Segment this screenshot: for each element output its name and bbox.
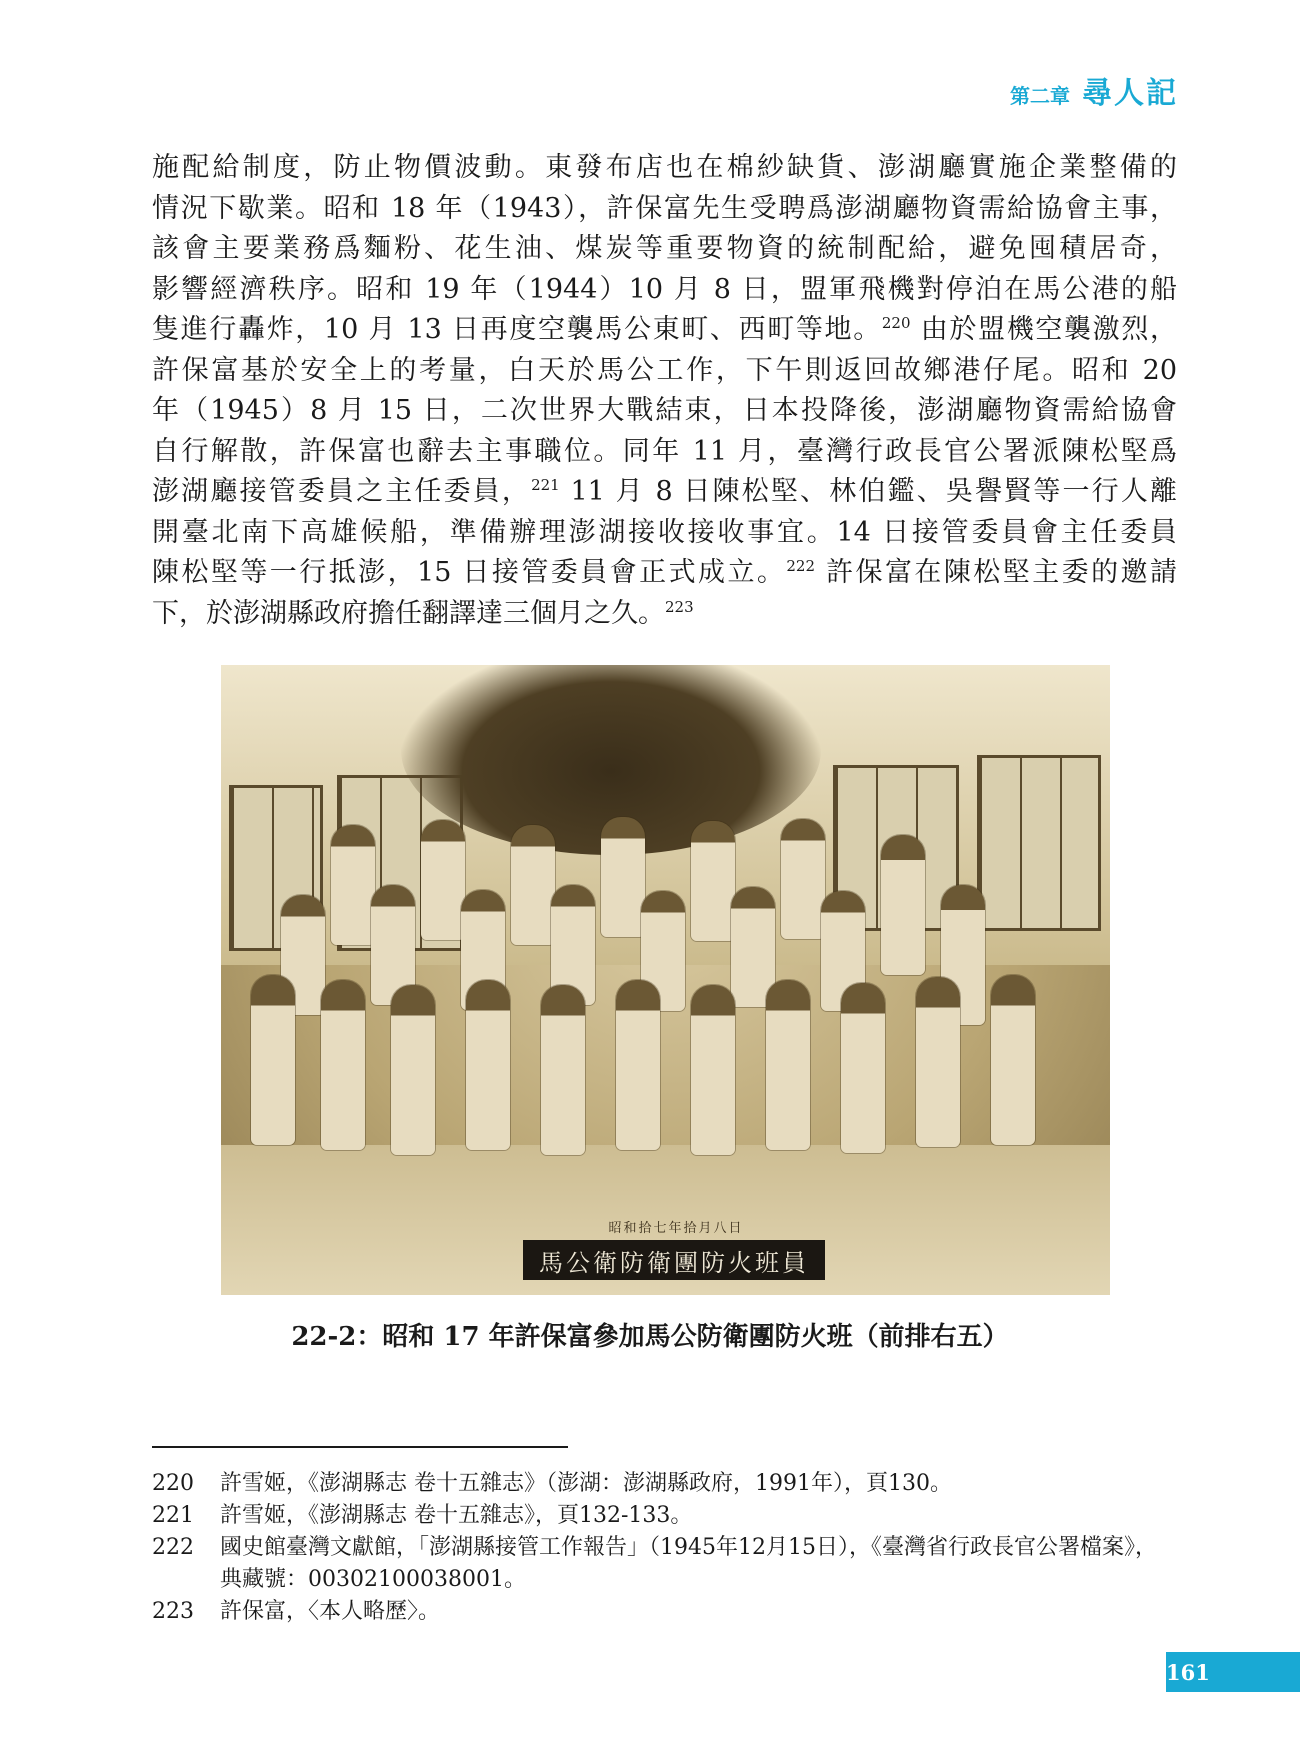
body-line: 影響經濟秩序。昭和 19 年（1944）10 月 8 日，盟軍飛機對停泊在馬公港的船	[152, 273, 1177, 305]
person	[466, 980, 510, 1150]
footnote-divider	[152, 1446, 568, 1448]
person	[881, 835, 925, 975]
body-text-segment: 隻進行轟炸，10 月 13 日再度空襲馬公東町、西町等地。	[152, 314, 882, 345]
person	[601, 817, 645, 937]
historical-group-photo	[221, 665, 1110, 1295]
person	[251, 975, 295, 1145]
body-line-with-ref	[152, 472, 1177, 513]
body-text-segment: 許保富在陳松堅主委的邀請	[826, 557, 1177, 588]
body-text-segment: 澎湖廳接管委員之主任委員，	[152, 476, 532, 507]
body-line: 該會主要業務爲麵粉、花生油、煤炭等重要物資的統制配給，避免囤積居奇，	[152, 233, 1177, 264]
footnotes	[152, 1468, 1177, 1628]
person	[766, 980, 810, 1150]
footnote-ref: 221	[531, 476, 560, 494]
footnote-text: 許雪姬，《澎湖縣志 卷十五雜志》（澎湖：澎湖縣政府，1991年），頁130。	[220, 1471, 952, 1496]
body-line: 開臺北南下高雄候船，準備辦理澎湖接收接收事宜。14 日接管委員會主任委員	[152, 516, 1177, 548]
page-number: 161	[1166, 1659, 1210, 1685]
footnote	[152, 1532, 1177, 1596]
footnote-text: 許保富，〈本人略歷〉。	[220, 1599, 441, 1624]
body-text-segment: 下，於澎湖縣政府擔任翻譯達三個月之久。	[152, 597, 665, 629]
running-head	[1010, 68, 1178, 112]
page-number-tab	[1166, 1652, 1300, 1692]
footnote	[152, 1596, 1177, 1628]
footnote-number: 222	[152, 1535, 194, 1560]
person	[691, 821, 735, 941]
sign-date-text: 昭和拾七年拾月八日	[608, 1221, 744, 1236]
body-line: 自行解散，許保富也辭去主事職位。同年 11 月，臺灣行政長官公署派陳松堅爲	[152, 435, 1177, 467]
body-line: 年（1945）8 月 15 日，二次世界大戰結束，日本投降後，澎湖廳物資需給協會	[152, 395, 1177, 426]
body-text-segment: 陳松堅等一行抵澎，15 日接管委員會正式成立。	[152, 557, 787, 588]
footnote-number: 220	[152, 1471, 194, 1496]
footnote	[152, 1500, 1177, 1532]
person	[616, 980, 660, 1150]
footnote-ref: 222	[786, 557, 816, 575]
body-text-segment: 11 月 8 日陳松堅、林伯鑑、吳譽賢等一行人離	[570, 476, 1177, 507]
person	[391, 985, 435, 1155]
footnote-text: 許雪姬，《澎湖縣志 卷十五雜志》，頁132-133。	[220, 1503, 693, 1528]
person	[421, 820, 465, 940]
body-line: 施配給制度，防止物價波動。東發布店也在棉紗缺貨、澎湖廳實施企業整備的	[152, 152, 1177, 183]
person	[511, 825, 555, 945]
person	[781, 819, 825, 939]
person	[916, 977, 960, 1147]
person	[841, 983, 885, 1153]
figure-caption: 22-2：昭和 17 年許保富參加馬公防衛團防火班（前排右五）	[291, 1322, 1009, 1352]
chapter-label: 第二章	[1010, 84, 1070, 108]
footnote-text: 國史館臺灣文獻館，「澎湖縣接管工作報告」（1945年12月15日），《臺灣省行政長官公署檔案》，典藏號：00302100038001。	[220, 1535, 1157, 1592]
body-line-with-ref	[152, 553, 1177, 594]
footnote	[152, 1468, 1177, 1500]
chapter-title: 尋人記	[1082, 76, 1178, 111]
body-text-segment: 由於盟機空襲激烈，	[920, 314, 1177, 345]
person	[991, 975, 1035, 1145]
photo-sign: 馬公衛防衛團防火班員	[523, 1240, 825, 1280]
footnote-ref: 220	[881, 314, 911, 332]
person	[321, 980, 365, 1150]
person	[331, 825, 375, 945]
group-of-people	[241, 825, 1091, 1155]
body-line: 許保富基於安全上的考量，白天於馬公工作，下午則返回故鄉港仔尾。昭和 20	[152, 354, 1177, 386]
footnote-ref: 223	[665, 597, 694, 616]
footnote-number: 221	[152, 1503, 194, 1528]
footnote-number: 223	[152, 1599, 194, 1624]
body-line-with-ref	[152, 310, 1177, 351]
person	[691, 985, 735, 1155]
person	[541, 985, 585, 1155]
body-line-with-ref	[152, 594, 1177, 635]
body-line: 情況下歇業。昭和 18 年（1943），許保富先生受聘爲澎湖廳物資需給協會主事，	[152, 192, 1177, 224]
body-text	[152, 148, 1177, 634]
